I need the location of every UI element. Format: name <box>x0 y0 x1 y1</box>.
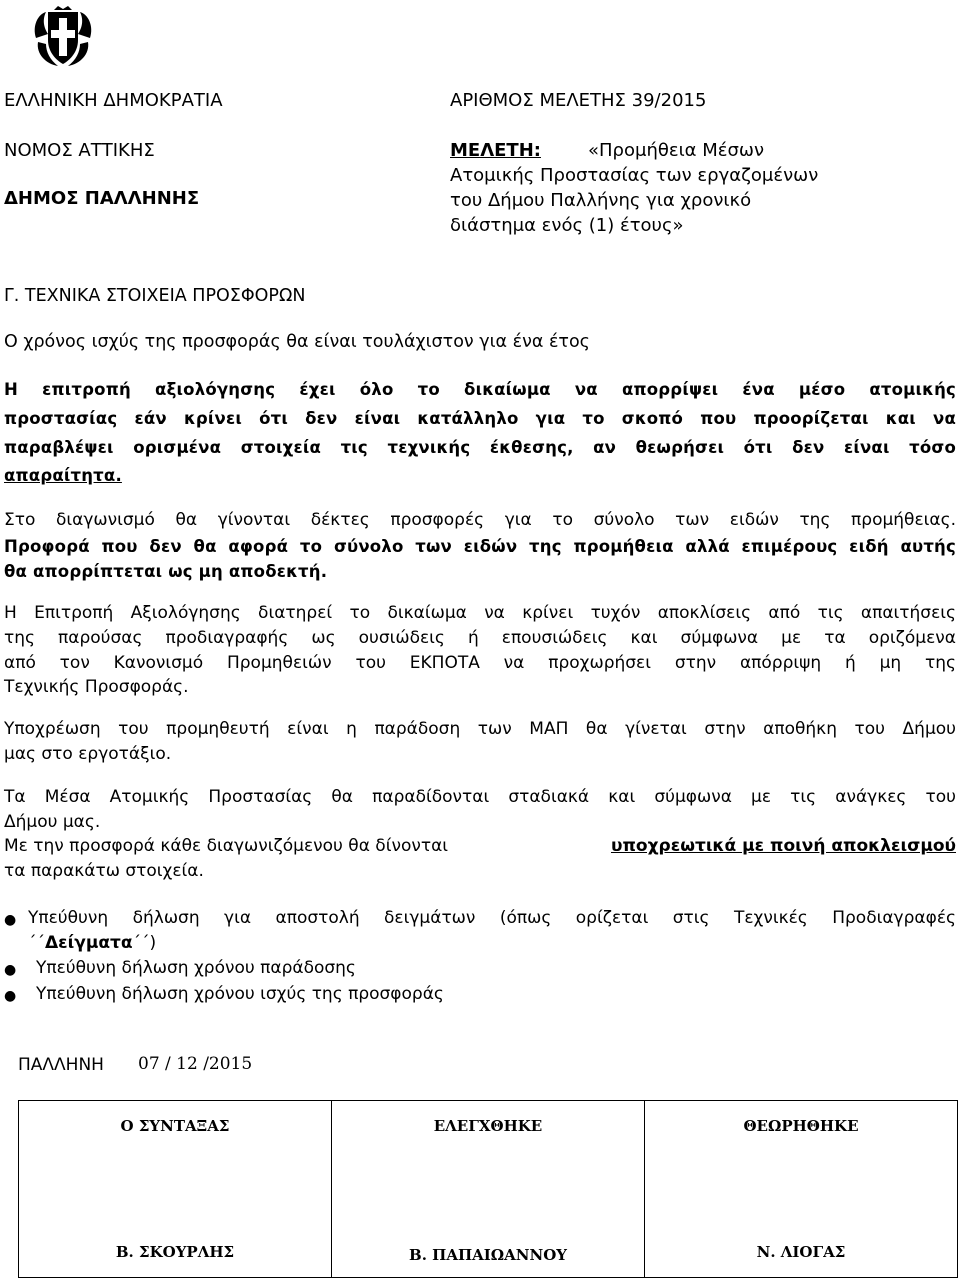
signature-heading-checked: ΕΛΕΓΧΘΗΚΕ <box>433 1117 543 1135</box>
offer-para-line-1 <box>4 836 956 856</box>
bullet-3: Υπεύθυνη δήλωση χρόνου ισχύς της προσφοράς <box>36 984 444 1004</box>
evaluation-para-line-1: Η Επιτροπή Αξιολόγησης διατηρεί το δικαίωμα να κρίνει τυχόν αποκλίσεις από τις απαιτήσεις <box>4 603 956 623</box>
signature-cell-approved <box>645 1101 958 1278</box>
samples-label: Δείγματα <box>45 933 133 953</box>
greek-coat-of-arms-icon <box>28 6 98 70</box>
quote-close: ΄΄) <box>132 933 157 953</box>
date-value: 07 / 12 /2015 <box>138 1054 253 1074</box>
date-place: ΠΑΛΛΗΝΗ <box>18 1055 104 1075</box>
offer-para-line-2: τα παρακάτω στοιχεία. <box>4 861 204 881</box>
signature-table <box>18 1100 958 1278</box>
committee-para-line-3: παραβλέψει ορισμένα στοιχεία τις τεχνικής έκθεσης, αν θεωρήσει ότι δεν είναι τόσο <box>4 438 956 457</box>
tender-para-bold-line-2: θα απορρίπτεται ως μη αποδεκτή. <box>4 562 328 581</box>
evaluation-para-line-4: Τεχνικής Προσφοράς. <box>4 677 189 697</box>
signature-cell-checked <box>332 1101 645 1278</box>
tender-para-bold-line-1: Προφορά που δεν θα αφορά το σύνολο των ειδών της προμήθεια αλλά επιμέρους ειδή αυτής <box>4 537 956 556</box>
bullet-icon: ● <box>4 988 17 1004</box>
gradual-para-line-1: Τα Μέσα Ατομικής Προστασίας θα παραδίδονται σταδιακά και σύμφωνα με τις ανάγκες του <box>4 787 956 807</box>
committee-para-line-2: προστασίας εάν κρίνει ότι δεν είναι κατάλληλο για το σκοπό που προορίζεται και να <box>4 409 956 428</box>
study-title-line-3: του Δήμου Παλλήνης για χρονικό <box>450 190 752 211</box>
tender-para-line-1: Στο διαγωνισμό θα γίνονται δέκτες προσφορές για το σύνολο των ειδών της προμήθειας. <box>4 510 956 530</box>
study-title-line-4: διάστημα ενός (1) έτους» <box>450 215 684 236</box>
signature-name-author: Β. ΣΚΟΥΡΛΗΣ <box>115 1243 235 1261</box>
republic-label: ΕΛΛΗΝΙΚΗ ΔΗΜΟΚΡΑΤΙΑ <box>4 90 223 111</box>
bullet-icon: ● <box>4 912 17 928</box>
signature-name-checked: Β. ΠΑΠΑΙΩΑΝΝΟΥ <box>409 1246 567 1264</box>
gradual-para-line-2: Δήμου μας. <box>4 812 101 832</box>
delivery-para-line-1: Υποχρέωση του προμηθευτή είναι η παράδοση των ΜΑΠ θα γίνεται στην αποθήκη του Δήμου <box>4 719 956 739</box>
study-number: ΑΡΙΘΜΟΣ ΜΕΛΕΤΗΣ 39/2015 <box>450 90 707 111</box>
signature-heading-approved: ΘΕΩΡΗΘΗΚΕ <box>743 1117 859 1135</box>
bullet-2: Υπεύθυνη δήλωση χρόνου παράδοσης <box>36 958 356 978</box>
prefecture-label: ΝΟΜΟΣ ΑΤΤΙΚΗΣ <box>4 140 155 161</box>
signature-cell-author <box>19 1101 332 1278</box>
committee-para-line-1: Η επιτροπή αξιολόγησης έχει όλο το δικαίωμα να απορρίψει ένα μέσο ατομικής <box>4 380 956 399</box>
study-title-line-2: Ατομικής Προστασίας των εργαζομένων <box>450 165 819 186</box>
section-title: Γ. ΤΕΧΝΙΚΑ ΣΤΟΙΧΕΙΑ ΠΡΟΣΦΟΡΩΝ <box>4 286 306 306</box>
study-title-line-1: «Προμήθεια Μέσων <box>588 140 765 161</box>
offer-para-text: Με την προσφορά κάθε διαγωνιζόμενου θα δίνονται <box>4 836 449 856</box>
offer-para-emphasis: υποχρεωτικά με ποινή αποκλεισμού <box>610 836 956 856</box>
evaluation-para-line-2: της παρούσας προδιαγραφής ως ουσιώδεις ή επουσιώδεις και σύμφωνα με τα οριζόμενα <box>4 628 956 648</box>
validity-line: Ο χρόνος ισχύς της προσφοράς θα είναι τουλάχιστον για ένα έτος <box>4 332 590 352</box>
bullet-icon: ● <box>4 962 17 978</box>
bullet-1-line-1: Υπεύθυνη δήλωση για αποστολή δειγμάτων (όπως ορίζεται στις Τεχνικές Προδιαγραφές <box>28 908 956 928</box>
quote-open: ΄΄ <box>28 933 45 953</box>
evaluation-para-line-3: από τον Κανονισμό Προμηθειών του ΕΚΠΟΤΑ να προχωρήσει στην απόρριψη ή μη της <box>4 653 956 673</box>
committee-para-line-4: απαραίτητα. <box>4 466 122 485</box>
bullet-1-line-2 <box>28 933 156 953</box>
signature-heading-author: Ο ΣΥΝΤΑΞΑΣ <box>120 1117 230 1135</box>
study-label: ΜΕΛΕΤΗ: <box>450 140 541 161</box>
signature-name-approved: Ν. ΛΙΟΓΑΣ <box>756 1243 846 1261</box>
delivery-para-line-2: μας στο εργοτάξιο. <box>4 744 172 764</box>
municipality-label: ΔΗΜΟΣ ΠΑΛΛΗΝΗΣ <box>4 188 200 209</box>
